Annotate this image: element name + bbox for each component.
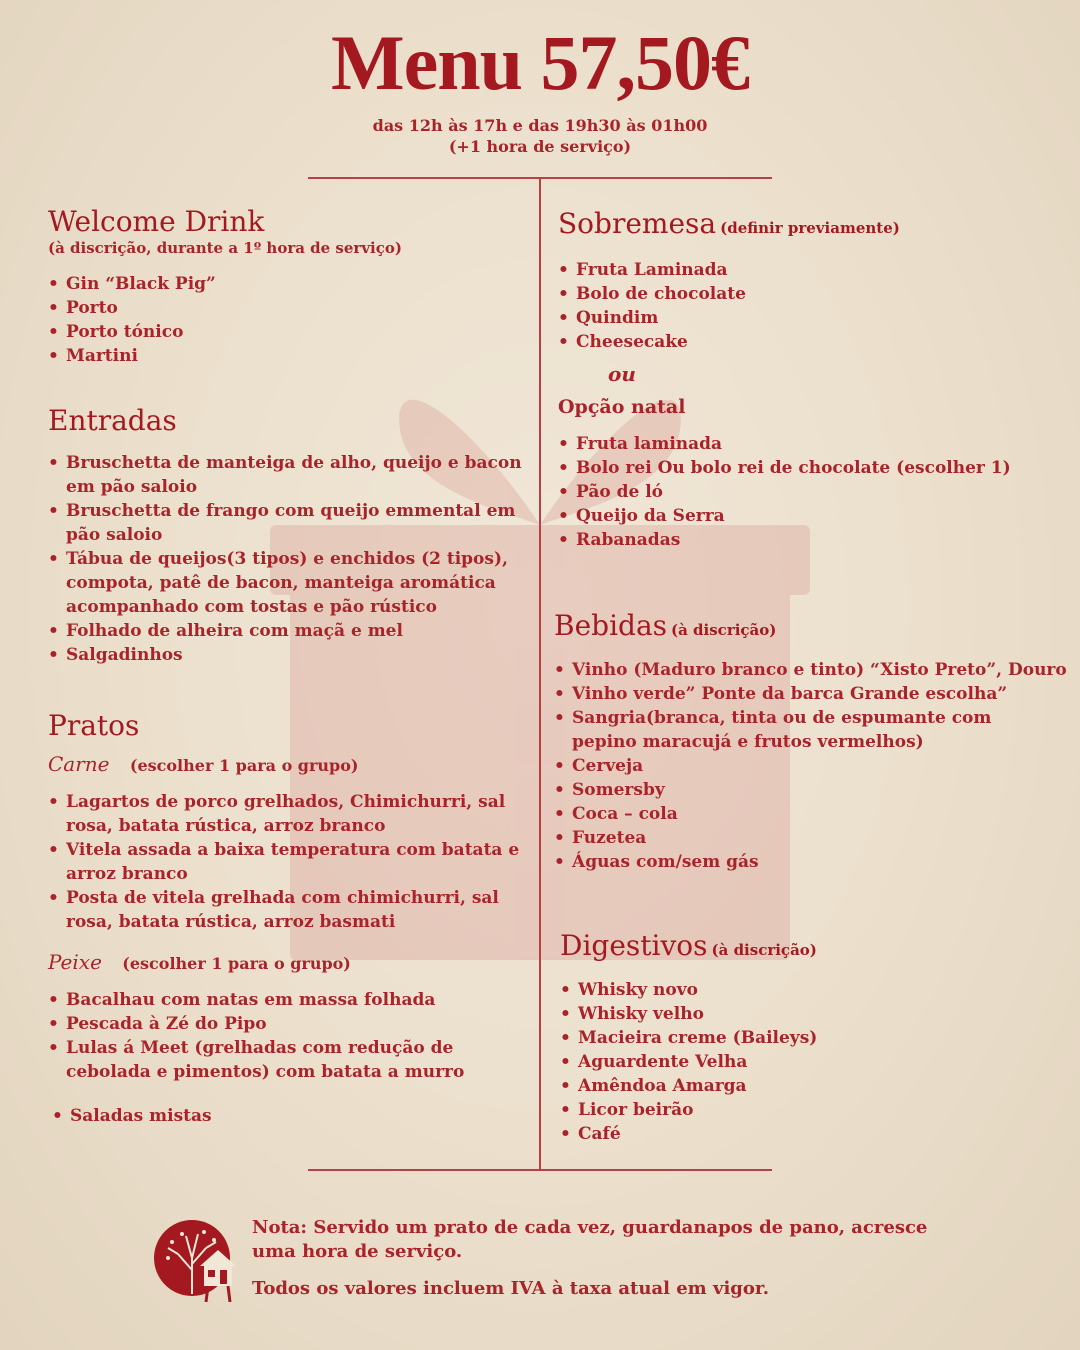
carne-label: Carne xyxy=(48,752,110,776)
list-item: • Salgadinhos xyxy=(48,643,528,667)
list-item: • Quindim xyxy=(558,306,1048,330)
sobremesa-title: Sobremesa xyxy=(558,207,717,240)
list-item: • Fruta laminada xyxy=(558,432,1048,456)
peixe-label: Peixe xyxy=(48,950,102,974)
sobremesa-note: (definir previamente) xyxy=(720,219,900,237)
list-item: • Aguardente Velha xyxy=(560,1050,1040,1074)
welcome-title: Welcome Drink xyxy=(48,205,265,238)
list-item: • Bruschetta de manteiga de alho, queijo e bacon em pão saloio xyxy=(48,451,528,499)
welcome-list xyxy=(48,272,528,368)
natal-list xyxy=(558,432,1048,552)
column-divider xyxy=(539,178,541,1170)
peixe-list xyxy=(48,988,528,1084)
salads-list xyxy=(52,1104,528,1128)
list-item: • Tábua de queijos(3 tipos) e enchidos (2 tipos), compota, patê de bacon, manteiga aromática acompanhado com tostas e pão rústico xyxy=(48,547,528,619)
list-item: • Folhado de alheira com maçã e mel xyxy=(48,619,528,643)
digestivos-list xyxy=(560,978,1040,1146)
list-item: • Lagartos de porco grelhados, Chimichurri, sal rosa, batata rústica, arroz branco xyxy=(48,790,528,838)
entradas-title: Entradas xyxy=(48,404,177,437)
tree-house-logo-icon xyxy=(152,1218,238,1304)
list-item: • Fruta Laminada xyxy=(558,258,1048,282)
list-item: • Cerveja xyxy=(554,754,1034,778)
list-item: • Pão de ló xyxy=(558,480,1048,504)
digestivos-heading xyxy=(560,930,1040,966)
list-item: • Porto tónico xyxy=(48,320,528,344)
list-item: • Cheesecake xyxy=(558,330,1048,354)
list-item: • Águas com/sem gás xyxy=(554,850,1034,874)
digestivos-note: (à discrição) xyxy=(711,941,817,959)
list-item: • Lulas á Meet (grelhadas com redução de cebolada e pimentos) com batata a murro xyxy=(48,1036,528,1084)
bebidas-note: (à discrição) xyxy=(671,621,777,639)
list-item: • Sangria(branca, tinta ou de espumante com pepino maracujá e frutos vermelhos) xyxy=(554,706,1034,754)
page-title: Menu 57,50€ xyxy=(331,19,749,106)
carne-subheading xyxy=(48,752,528,776)
list-item: • Bruschetta de frango com queijo emmental em pão saloio xyxy=(48,499,528,547)
sobremesa-heading xyxy=(558,208,1048,244)
list-item: • Porto xyxy=(48,296,528,320)
list-item: • Coca – cola xyxy=(554,802,1034,826)
extra-hour-text: (+1 hora de serviço) xyxy=(448,137,632,156)
list-item: • Martini xyxy=(48,344,528,368)
sobremesa-section xyxy=(558,208,1048,552)
welcome-note: (à discrição, durante a 1º hora de serviço) xyxy=(48,239,402,257)
list-item: • Rabanadas xyxy=(558,528,1048,552)
entradas-list xyxy=(48,451,528,667)
list-item: • Pescada à Zé do Pipo xyxy=(48,1012,528,1036)
pratos-title: Pratos xyxy=(48,709,140,742)
peixe-note: (escolher 1 para o grupo) xyxy=(122,954,351,973)
list-item: • Gin “Black Pig” xyxy=(48,272,528,296)
welcome-section xyxy=(48,206,528,368)
pratos-section xyxy=(48,710,528,1128)
entradas-section xyxy=(48,405,528,667)
list-item: • Macieira creme (Baileys) xyxy=(560,1026,1040,1050)
list-item: • Vinho verde” Ponte da barca Grande escolha” xyxy=(554,682,1034,706)
list-item: • Café xyxy=(560,1122,1040,1146)
service-hours xyxy=(0,115,1080,157)
list-item: • Queijo da Serra xyxy=(558,504,1048,528)
digestivos-section xyxy=(560,930,1040,1146)
digestivos-title: Digestivos xyxy=(560,929,708,962)
peixe-subheading xyxy=(48,950,528,974)
list-item: • Bacalhau com natas em massa folhada xyxy=(48,988,528,1012)
list-item: • Saladas mistas xyxy=(52,1104,528,1128)
list-item: • Amêndoa Amarga xyxy=(560,1074,1040,1098)
list-item: • Somersby xyxy=(554,778,1034,802)
carne-list xyxy=(48,790,528,934)
list-item: • Licor beirão xyxy=(560,1098,1040,1122)
list-item: • Vinho (Maduro branco e tinto) “Xisto Preto”, Douro xyxy=(554,658,1034,682)
natal-title: Opção natal xyxy=(558,396,686,418)
sobremesa-list xyxy=(558,258,1048,354)
list-item: • Whisky velho xyxy=(560,1002,1040,1026)
or-text: ou xyxy=(608,362,636,386)
bebidas-section xyxy=(554,609,1067,874)
bebidas-list xyxy=(554,658,1067,874)
carne-note: (escolher 1 para o grupo) xyxy=(129,756,359,775)
list-item: • Posta de vitela grelhada com chimichurri, sal rosa, batata rústica, arroz basmati xyxy=(48,886,528,934)
list-item: • Bolo rei Ou bolo rei de chocolate (escolher 1) xyxy=(558,456,1048,480)
bebidas-heading xyxy=(554,610,1064,646)
list-item: • Whisky novo xyxy=(560,978,1040,1002)
hours-text: das 12h às 17h e das 19h30 às 01h00 xyxy=(372,116,708,135)
bebidas-title: Bebidas xyxy=(554,609,668,642)
list-item: • Vitela assada a baixa temperatura com batata e arroz branco xyxy=(48,838,528,886)
footer-iva: Todos os valores incluem IVA à taxa atual em vigor. xyxy=(252,1278,769,1299)
list-item: • Fuzetea xyxy=(554,826,1034,850)
list-item: • Bolo de chocolate xyxy=(558,282,1048,306)
footer-note: Nota: Servido um prato de cada vez, guardanapos de pano, acresce uma hora de serviço. xyxy=(252,1217,928,1262)
bottom-divider xyxy=(308,1169,772,1171)
